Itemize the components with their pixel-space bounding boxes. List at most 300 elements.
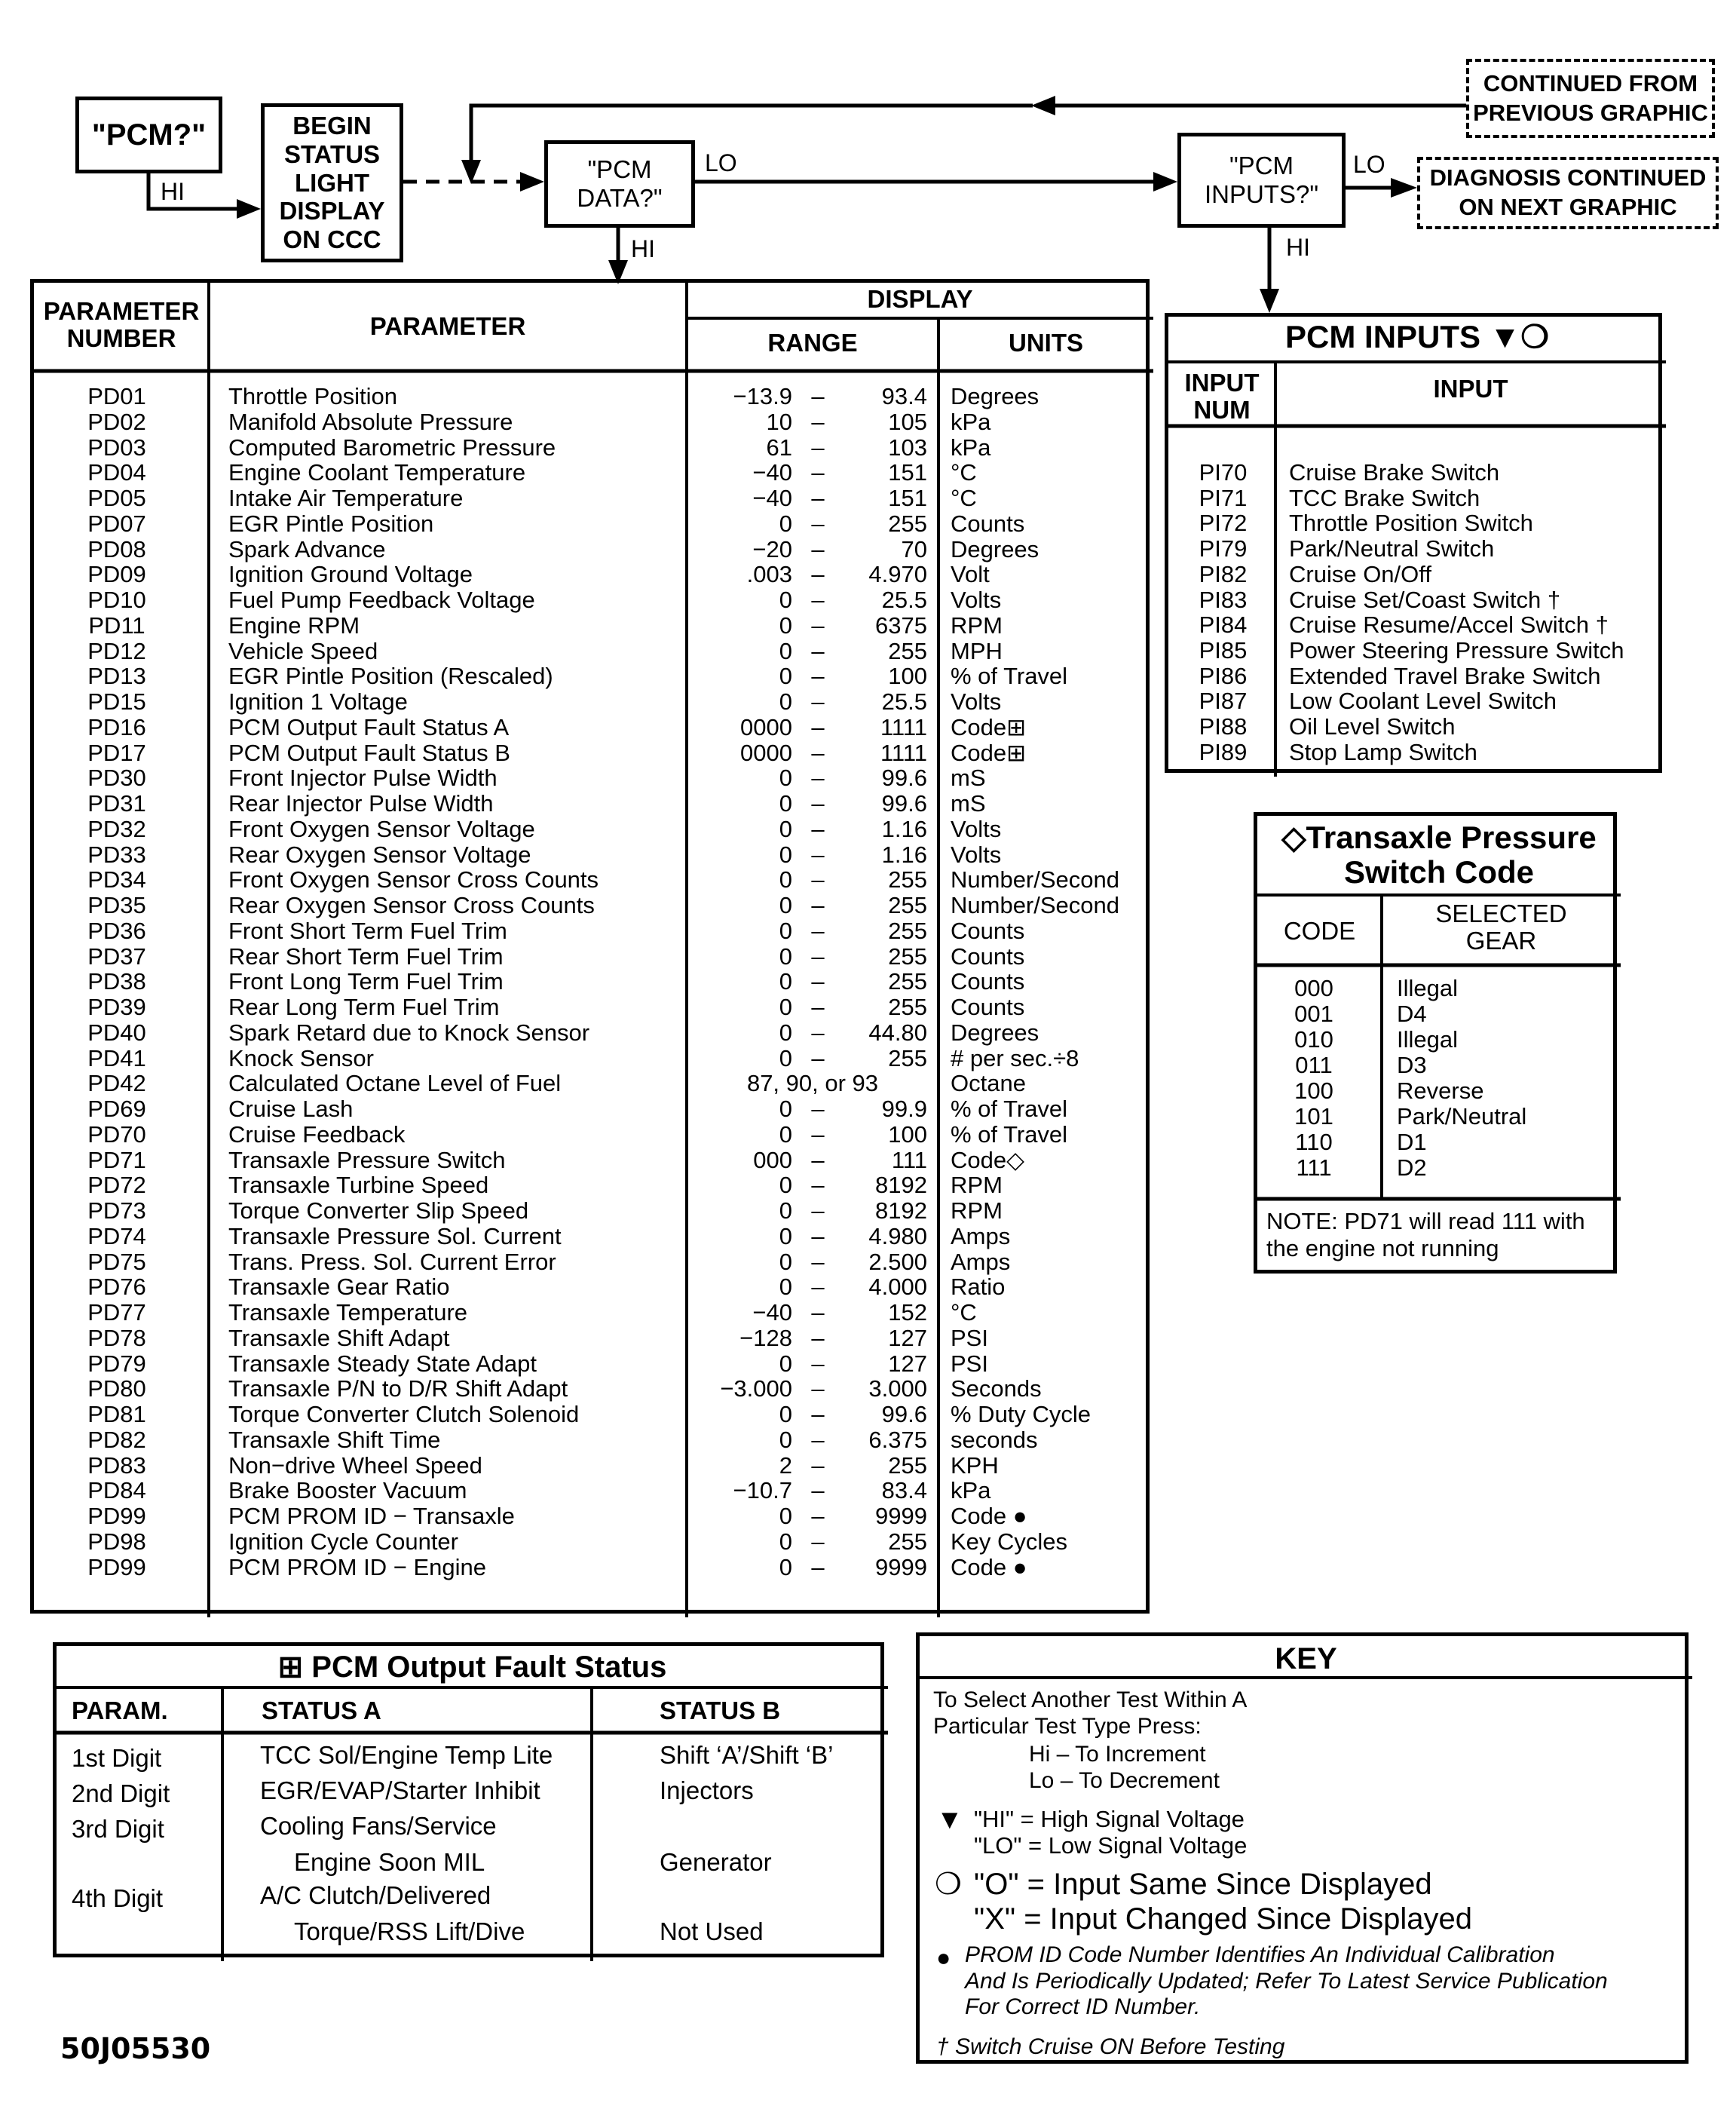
units: Code ● [951,1553,1027,1580]
input-number: PI82 [1199,560,1248,587]
gear-value: D1 [1397,1129,1427,1155]
range-min: 10 [766,408,792,435]
parameter-name: Non−drive Wheel Speed [228,1451,482,1479]
code-value: 010 [1294,1026,1333,1053]
range-min: 0 [779,1019,792,1046]
header-parameter: PARAMETER [369,312,526,340]
parameter-name: Transaxle Shift Adapt [228,1324,450,1351]
transaxle-title: ◇Transaxle Pressure Switch Code [1281,820,1597,890]
range-max: 8192 [875,1172,927,1199]
parameter-number: PD16 [87,713,146,740]
table-row [34,765,1153,791]
parameter-number: PD42 [87,1070,146,1097]
parameter-name: Cruise Feedback [228,1120,406,1148]
header-display: DISPLAY [867,285,973,313]
pcm-inputs-question-box: "PCM INPUTS?" [1177,133,1346,228]
arrow-inputs-down [1260,228,1279,313]
table-row [34,409,1153,435]
range-min: 0 [779,1553,792,1580]
table-row [34,689,1153,715]
code-value: 110 [1295,1129,1333,1155]
parameter-number: PD31 [87,790,146,817]
range-max: 255 [888,1451,927,1479]
range-max: 255 [888,968,927,995]
range-dash: – [811,637,825,664]
table-row [34,791,1153,817]
range-max: 1111 [880,713,927,740]
range-dash: – [811,1197,825,1224]
range-max: 4.970 [868,561,927,588]
gear-value: Illegal [1397,1026,1458,1053]
table-row [34,1503,1153,1529]
range-max: 83.4 [881,1477,927,1504]
range-dash: – [811,510,825,537]
range-min: 0 [779,1401,792,1427]
range-dash: – [811,1019,825,1046]
units: Code⊞ [951,739,1027,766]
units: Counts [951,994,1025,1020]
parameter-number: PD17 [87,739,146,766]
input-number: PI85 [1199,636,1248,664]
diagnosis-continued-box: DIAGNOSIS CONTINUED ON NEXT GRAPHIC [1417,157,1719,229]
table-row [34,639,1153,664]
range-max: 99.6 [881,765,927,792]
parameter-number: PD12 [87,637,146,664]
units: RPM [951,1172,1003,1199]
range-min: −13.9 [733,383,792,409]
units: # per sec.÷8 [951,1044,1079,1071]
range-min: 0 [779,1197,792,1224]
range-dash: – [811,943,825,970]
table-row [34,1351,1153,1377]
range-max: 103 [888,434,927,461]
range-min: 0 [779,943,792,970]
figure-id: 50J05530 [60,2032,211,2065]
range-value: 87, 90, or 93 [746,1070,879,1097]
range-min: 0 [779,663,792,690]
parameter-name: Torque Converter Slip Speed [228,1197,529,1224]
range-max: 127 [888,1350,927,1377]
begin-status-box: BEGIN STATUS LIGHT DISPLAY ON CCC [261,103,403,262]
parameter-name: Cruise Lash [228,1096,354,1122]
fault-status-b: Shift ‘A’/Shift ‘B’ [660,1741,834,1769]
range-min: 0 [779,1172,792,1199]
range-min: 0 [779,1350,792,1377]
units: Volts [951,688,1002,715]
range-min: 0 [779,917,792,944]
input-number: PI89 [1199,738,1248,765]
table-row [34,918,1153,944]
parameter-name: Rear Oxygen Sensor Cross Counts [228,892,595,918]
range-max: 255 [888,510,927,537]
input-name: Cruise On/Off [1289,560,1431,587]
key-o-definition: "O" = Input Same Since Displayed [974,1868,1432,1901]
input-number: PI87 [1199,688,1248,715]
table-row [34,1249,1153,1275]
list-item [1168,612,1666,638]
range-max: 2.500 [868,1248,927,1275]
list-item [1168,587,1666,613]
parameter-name: Computed Barometric Pressure [228,434,556,461]
range-min: 0 [779,587,792,613]
fault-status-a-cont: Torque/RSS Lift/Dive [294,1917,525,1945]
parameter-number: PD11 [88,611,145,639]
parameter-name: Rear Injector Pulse Width [228,790,494,817]
header-code: CODE [1283,917,1356,945]
header-status-a: STATUS A [262,1697,381,1724]
parameter-number: PD35 [87,892,146,918]
parameter-name: Front Short Term Fuel Trim [228,917,507,944]
parameter-name: Manifold Absolute Pressure [228,408,513,435]
range-max: 1111 [880,739,927,766]
table-row [1257,1129,1621,1155]
range-dash: – [811,1426,825,1453]
input-number: PI72 [1199,510,1248,537]
parameter-name: Transaxle Temperature [228,1299,468,1326]
code-value: 101 [1294,1103,1333,1129]
parameter-number: PD07 [87,510,146,537]
units: Code◇ [951,1146,1024,1173]
table-row [34,1376,1153,1402]
arrow-data-to-inputs [695,172,1177,192]
range-min: 0 [779,1426,792,1453]
units: Code ● [951,1503,1027,1529]
range-dash: – [811,1401,825,1427]
range-dash: – [811,866,825,893]
parameter-data-table [30,279,1150,1614]
header-status-b: STATUS B [660,1697,781,1724]
range-dash: – [811,1146,825,1173]
parameter-name: Front Oxygen Sensor Voltage [228,815,535,842]
units: °C [951,1299,977,1326]
range-min: −40 [752,459,792,486]
table-row [34,944,1153,970]
parameter-number: PD99 [87,1503,146,1529]
range-dash: – [811,790,825,817]
table-row [34,1326,1153,1351]
input-name: Cruise Brake Switch [1289,459,1500,486]
range-dash: – [811,485,825,511]
units: Number/Second [951,866,1120,893]
range-min: −10.7 [733,1477,792,1504]
parameter-number: PD81 [87,1401,146,1427]
units: MPH [951,637,1003,664]
header-parameter-number: PARAMETER NUMBER [43,297,200,353]
units: % of Travel [951,1120,1068,1148]
parameter-number: PD38 [87,968,146,995]
range-max: 9999 [875,1553,927,1580]
parameter-name: Ignition Ground Voltage [228,561,473,588]
units: kPa [951,434,991,461]
table-row [34,435,1153,461]
range-min: 0 [779,1274,792,1301]
range-dash: – [811,535,825,562]
units: RPM [951,611,1003,639]
parameter-name: Fuel Pump Feedback Voltage [228,587,535,613]
range-max: 255 [888,994,927,1020]
parameter-number: PD15 [87,688,146,715]
units: Volt [951,561,990,588]
range-min: 0 [779,765,792,792]
units: Amps [951,1248,1011,1275]
range-dash: – [811,713,825,740]
units: % of Travel [951,1096,1068,1122]
range-min: 0 [779,1248,792,1275]
list-item [1168,536,1666,562]
table-row [34,842,1153,868]
range-dash: – [811,994,825,1020]
range-max: 25.5 [881,587,927,613]
range-max: 6.375 [868,1426,927,1453]
table-row [34,817,1153,842]
table-row [34,1224,1153,1249]
input-number: PI70 [1199,459,1248,486]
parameter-name: EGR Pintle Position [228,510,434,537]
parameter-number: PD13 [87,663,146,690]
table-row [34,969,1153,995]
parameter-number: PD76 [87,1274,146,1301]
parameter-number: PD75 [87,1248,146,1275]
input-name: Cruise Resume/Accel Switch † [1289,611,1609,639]
range-dash: – [811,611,825,639]
range-min: 0 [779,1096,792,1122]
range-dash: – [811,1553,825,1580]
parameter-name: PCM Output Fault Status B [228,739,510,766]
parameter-name: Spark Retard due to Knock Sensor [228,1019,590,1046]
header-selected-gear: SELECTED GEAR [1435,900,1567,955]
fault-param: 2nd Digit [72,1779,170,1807]
range-dash: – [811,1350,825,1377]
range-min: 0 [779,611,792,639]
parameter-name: Ignition 1 Voltage [228,688,408,715]
range-min: 0000 [740,739,792,766]
range-max: 70 [901,535,927,562]
range-dash: – [811,663,825,690]
parameter-name: Torque Converter Clutch Solenoid [228,1401,580,1427]
fault-param: 3rd Digit [72,1815,164,1843]
range-max: 100 [888,663,927,690]
parameter-name: Front Long Term Fuel Trim [228,968,504,995]
table-row [34,740,1153,766]
units: Degrees [951,1019,1039,1046]
key-x-definition: "X" = Input Changed Since Displayed [974,1902,1473,1936]
key-lo-decrement: Lo – To Decrement [1029,1768,1220,1793]
parameter-number: PD37 [87,943,146,970]
code-value: 001 [1294,1001,1333,1027]
table-row [1257,1027,1621,1053]
parameter-name: Brake Booster Vacuum [228,1477,467,1504]
output-fault-status-table [53,1642,884,1957]
fault-status-a: A/C Clutch/Delivered [260,1881,491,1909]
range-min: 0 [779,1044,792,1071]
parameter-number: PD70 [87,1120,146,1148]
table-row [34,867,1153,893]
table-row [34,715,1153,740]
range-max: 8192 [875,1197,927,1224]
key-box [916,1632,1689,2064]
range-max: 100 [888,1120,927,1148]
units: % of Travel [951,663,1068,690]
range-dash: – [811,739,825,766]
range-dash: – [811,1477,825,1504]
parameter-name: Transaxle Turbine Speed [228,1172,489,1199]
range-max: 3.000 [868,1375,927,1402]
list-item [1168,664,1666,689]
range-min: −3.000 [720,1375,792,1402]
inputs-title: PCM INPUTS ▼❍ [1285,319,1549,354]
units: Octane [951,1070,1026,1097]
range-min: 0000 [740,713,792,740]
parameter-number: PD05 [87,485,146,511]
parameter-number: PD39 [87,994,146,1020]
range-min: 0 [779,1120,792,1148]
range-dash: – [811,1044,825,1071]
parameter-number: PD71 [87,1146,146,1173]
range-max: 99.6 [881,790,927,817]
header-param: PARAM. [72,1697,168,1724]
units: kPa [951,408,991,435]
parameter-name: Transaxle Pressure Switch [228,1146,506,1173]
range-min: 0 [779,790,792,817]
range-dash: – [811,587,825,613]
units: seconds [951,1426,1038,1453]
table-row [34,1300,1153,1326]
input-name: Low Coolant Level Switch [1289,688,1557,715]
table-row [1257,976,1621,1001]
parameter-name: Throttle Position [228,383,397,409]
parameter-name: Intake Air Temperature [228,485,464,511]
table-row [34,511,1153,537]
range-min: 0 [779,1222,792,1249]
circle-icon: ❍ [935,1868,962,1901]
units: mS [951,765,986,792]
range-min: .003 [746,561,792,588]
input-name: Stop Lamp Switch [1289,738,1477,765]
table-row [34,562,1153,587]
code-value: 111 [1296,1154,1332,1181]
range-min: −20 [752,535,792,562]
parameter-number: PD82 [87,1426,146,1453]
fault-status-a: TCC Sol/Engine Temp Lite [260,1741,553,1769]
list-item [1168,562,1666,587]
parameter-number: PD40 [87,1019,146,1046]
fault-param: 4th Digit [72,1884,164,1912]
table-row [34,1122,1153,1148]
range-dash: – [811,1299,825,1326]
lo-label: LO [705,149,737,176]
range-dash: – [811,434,825,461]
fault-status-b: Injectors [660,1776,754,1804]
range-max: 127 [888,1324,927,1351]
range-min: 0 [779,994,792,1020]
parameter-name: Calculated Octane Level of Fuel [228,1070,562,1097]
units: Degrees [951,383,1039,409]
range-min: 0 [779,688,792,715]
hi-label: HI [161,178,185,205]
table-row [34,587,1153,613]
parameter-number: PD69 [87,1096,146,1122]
units: mS [951,790,986,817]
parameter-name: Trans. Press. Sol. Current Error [228,1248,556,1275]
list-item [1168,714,1666,740]
pcm-data-question-box: "PCM DATA?" [544,140,695,228]
fault-status-b: Not Used [660,1917,764,1945]
range-max: 151 [888,485,927,511]
parameter-name: Transaxle Pressure Sol. Current [228,1222,562,1249]
parameter-number: PD74 [87,1222,146,1249]
range-dash: – [811,815,825,842]
key-dagger-note: † Switch Cruise ON Before Testing [936,2034,1285,2059]
parameter-name: Rear Short Term Fuel Trim [228,943,504,970]
range-max: 151 [888,459,927,486]
units: Ratio [951,1274,1006,1301]
gear-value: Illegal [1397,975,1458,1001]
range-max: 255 [888,637,927,664]
parameter-name: Transaxle Shift Time [228,1426,441,1453]
list-item [1168,486,1666,511]
range-dash: – [811,383,825,409]
parameter-number: PD41 [87,1044,146,1071]
fault-param: 1st Digit [72,1744,162,1772]
units: Counts [951,968,1025,995]
table-row [34,893,1153,918]
transaxle-note: NOTE: PD71 will read 111 with the engine not running [1266,1208,1585,1261]
table-row [34,1096,1153,1122]
parameter-number: PD09 [87,561,146,588]
parameter-name: Ignition Cycle Counter [228,1528,458,1555]
header-range: RANGE [767,329,858,357]
table-row [34,664,1153,689]
input-name: Park/Neutral Switch [1289,535,1495,562]
pcm-inputs-table [1165,313,1662,773]
units: Volts [951,841,1002,868]
units: Counts [951,510,1025,537]
triangle-icon: ▼ [936,1804,963,1834]
key-prom-note: PROM ID Code Number Identifies An Individual Calibration And Is Periodically Updated; Refer To Latest Service Publication For Correct ID Number. [965,1942,1608,2019]
range-dash: – [811,1096,825,1122]
range-max: 255 [888,943,927,970]
range-max: 105 [888,408,927,435]
table-row [34,486,1153,511]
table-row [34,613,1153,639]
pcm-question-box: "PCM?" [75,97,222,173]
code-value: 011 [1295,1052,1333,1078]
parameter-name: Rear Long Term Fuel Trim [228,994,500,1020]
range-max: 44.80 [868,1019,927,1046]
range-dash: – [811,1375,825,1402]
table-row [34,1046,1153,1071]
fault-status-a: EGR/EVAP/Starter Inhibit [260,1776,540,1804]
table-row [1257,1104,1621,1129]
range-min: 000 [753,1146,792,1173]
range-max: 1.16 [881,841,927,868]
parameter-number: PD80 [87,1375,146,1402]
parameter-number: PD73 [87,1197,146,1224]
parameter-number: PD77 [87,1299,146,1326]
parameter-name: Transaxle P/N to D/R Shift Adapt [228,1375,568,1402]
input-name: Power Steering Pressure Switch [1289,636,1624,664]
parameter-name: Knock Sensor [228,1044,374,1071]
range-dash: – [811,1172,825,1199]
key-hi-increment: Hi – To Increment [1029,1742,1206,1767]
gear-value: D4 [1397,1001,1427,1027]
input-number: PI79 [1199,535,1248,562]
parameter-name: Engine Coolant Temperature [228,459,526,486]
input-number: PI84 [1199,611,1248,639]
range-max: 255 [888,917,927,944]
gear-value: Park/Neutral [1397,1103,1527,1129]
continued-from-box: CONTINUED FROM PREVIOUS GRAPHIC [1466,59,1715,138]
